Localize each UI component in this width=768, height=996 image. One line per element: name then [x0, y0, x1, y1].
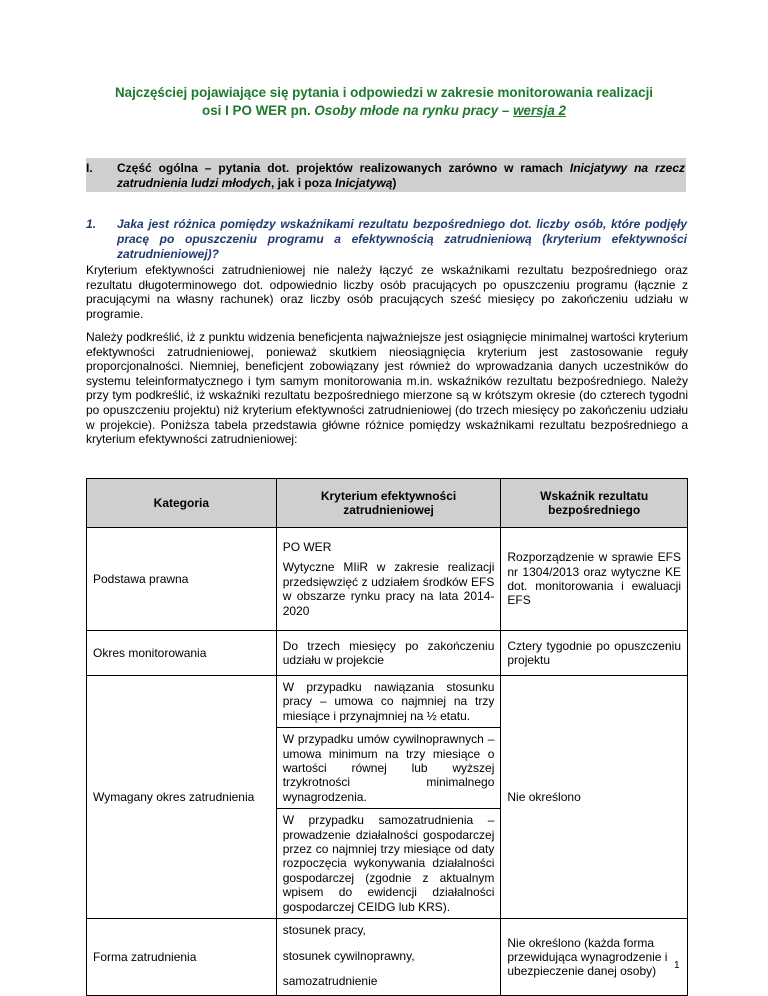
title-line-1: Najczęściej pojawiające się pytania i odpowiedzi w zakresie monitorowania realizacji — [114, 85, 654, 100]
question-text: Jaka jest różnica pomiędzy wskaźnikami rezultatu bezpośredniego dot. liczby osób, które podjęły pracę po opuszczeniu programu a efektywnością zatrudnieniową (kryterium efektywności zatrudnieniowej)? — [117, 217, 687, 261]
section-text — [117, 161, 685, 191]
criterion-subcell: W przypadku nawiązania stosunku pracy – umowa co najmniej na trzy miesiące i przynajmniej na ½ etatu. — [277, 676, 501, 728]
paragraph-2: Należy podkreślić, iż z punktu widzenia beneficjenta najważniejsze jest osiągnięcie minimalnej wartości kryterium efektywności zatrudnieniowej, ponieważ skutkiem nieosiągnięcia kryterium jest zastosowanie reguły proporcjonalności. Niemniej, beneficjent zobowiązany jest również do wprowadzania danych uczestników do systemu teleinformatycznego i tym samym monitorowania m.in. wskaźników rezultatu bezpośredniego. Należy przy tym podkreślić, iż wskaźniki rezultatu bezpośredniego mierzone są w krótszym okresie (do czterech tygodni po opuszczeniu projektu) niż kryterium efektywności zatrudnieniowej (do trzech miesięcy po zakończeniu udziału w projekcie). Poniższa tabela przedstawia główne różnice pomiędzy wskaźnikami rezultatu bezpośredniego a kryterium efektywności zatrudnieniowej: — [86, 330, 688, 447]
criterion-line: samozatrudnienie — [282, 973, 378, 988]
table-row — [87, 528, 688, 631]
criterion-subcell: W przypadku umów cywilnoprawnych – umowa minimum na trzy miesiące o wartości równej lub wyższej trzykrotności minimalnego wynagrodzenia. — [277, 728, 501, 809]
section-number: I. — [86, 161, 93, 175]
section-heading — [86, 158, 686, 192]
table-cell-criterion — [276, 528, 501, 631]
table-cell-indicator: Nie określono — [501, 676, 688, 919]
table-cell-category: Wymagany okres zatrudnienia — [87, 676, 277, 919]
section-text-a: Część ogólna – pytania dot. projektów realizowanych zarówno w ramach — [117, 161, 570, 175]
table-cell-indicator: Nie określono (każda forma przewidująca wynagrodzenie i ubezpieczenie danej osoby) — [501, 919, 688, 996]
table-cell-criterion — [276, 676, 501, 919]
criterion-line: Wytyczne MIiR w zakresie realizacji przedsięwzięć z udziałem środków EFS w obszarze rynku pracy na lata 2014-2020 — [282, 560, 495, 618]
table-cell-indicator: Rozporządzenie w sprawie EFS nr 1304/2013 oraz wytyczne KE dot. monitorowania i ewaluacji EFS — [501, 528, 688, 631]
criterion-line: stosunek cywilnoprawny, — [282, 948, 415, 963]
criterion-line: stosunek pracy, — [282, 923, 366, 938]
question-number: 1. — [86, 217, 97, 231]
table-cell-category: Forma zatrudnienia — [87, 919, 277, 996]
table-cell-indicator: Cztery tygodnie po opuszczeniu projektu — [501, 631, 688, 676]
title-version: wersja 2 — [513, 103, 566, 118]
page-number: 1 — [674, 960, 680, 971]
table-header-indicator: Wskaźnik rezultatu bezpośredniego — [501, 479, 688, 528]
table-row — [87, 919, 688, 996]
table-cell-criterion — [276, 919, 501, 996]
table-header-criterion: Kryterium efektywności zatrudnieniowej — [276, 479, 501, 528]
table-row — [87, 676, 688, 919]
table-header-category: Kategoria — [87, 479, 277, 528]
criterion-line: PO WER — [282, 539, 332, 554]
section-text-c: , jak i poza — [271, 176, 336, 190]
table-cell-category: Okres monitorowania — [87, 631, 277, 676]
criterion-subcell: W przypadku samozatrudnienia – prowadzenie działalności gospodarczej przez co najmniej trzy miesiące od daty rozpoczęcia wykonywania działalności gospodarczej (zgodnie z aktualnym wpisem do ewidencji działalności gospodarczej CEIDG lub KRS). — [282, 813, 495, 914]
paragraph-1: Kryterium efektywności zatrudnieniowej nie należy łączyć ze wskaźnikami rezultatu bezpośredniego oraz rezultatu długoterminowego dot. odpowiednio liczby osób pracujących po opuszczeniu programu (łącznie z pracującymi na własny rachunek) oraz liczby osób pracujących sześć miesięcy po zakończeniu udziału w programie. — [86, 263, 688, 321]
table-header-row — [87, 479, 688, 528]
title-line-2-italic: Osoby młode na rynku pracy – — [314, 103, 514, 118]
title-line-2-prefix: osi I PO WER pn. — [202, 103, 315, 118]
comparison-table — [86, 478, 688, 996]
section-text-d: Inicjatywą — [335, 176, 393, 190]
table-row — [87, 631, 688, 676]
section-text-b: Inicjatywy na rzecz zatrudnienia ludzi młodych — [117, 161, 685, 190]
document-title — [80, 84, 688, 120]
title-line-2 — [80, 102, 688, 120]
table-cell-criterion: Do trzech miesięcy po zakończeniu udziału w projekcie — [276, 631, 501, 676]
section-text-e: ) — [392, 176, 397, 190]
table-cell-category: Podstawa prawna — [87, 528, 277, 631]
